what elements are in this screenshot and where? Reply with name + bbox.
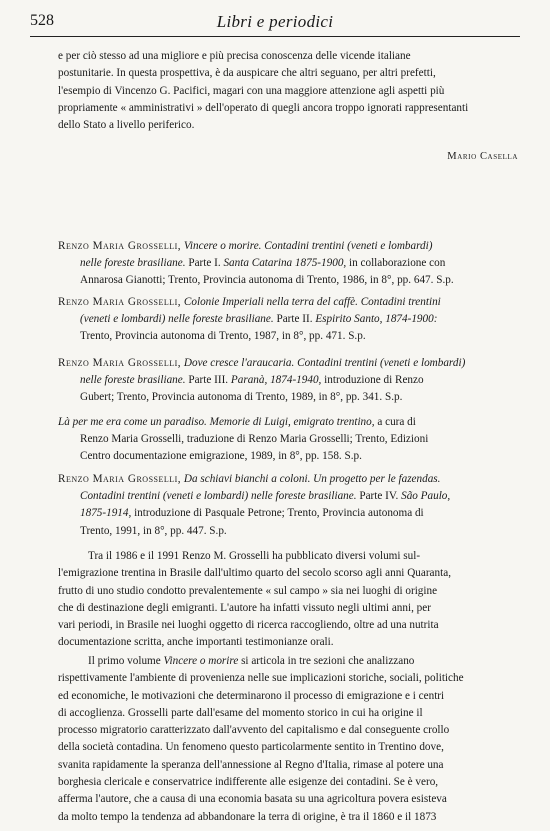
entry-detail: Gubert; Trento, Provincia autonoma di Trento, 1989, in 8°, pp. 341. S.p. <box>80 391 403 404</box>
text-line: Tra il 1986 e il 1991 Renzo M. Grosselli ha pubblicato diversi volumi sul- <box>88 550 421 562</box>
text-fragment: Il primo volume <box>88 655 161 667</box>
bibliography-entry <box>58 471 526 540</box>
entry-detail: Centro documentazione emigrazione, 1989, in 8°, pp. 158. S.p. <box>80 450 362 463</box>
entry-detail: São Paulo, <box>401 490 451 503</box>
entry-title: Là per me era come un paradiso. Memorie di Luigi, emigrato trentino, <box>58 416 375 428</box>
entry-detail: Parte III. <box>188 374 229 387</box>
text-line: rispettivamente l'ambiente di provenienza nelle sue implicazioni storiche, sociali, politiche <box>58 672 464 685</box>
entry-detail: introduzione di Pasquale Petrone; Trento, Provincia autonoma di <box>134 507 424 520</box>
text-fragment: si articola in tre sezioni che analizzano <box>241 655 415 667</box>
header-rule <box>30 36 520 37</box>
text-line: vari periodi, in Brasile nei luoghi oggetto di ricerca raccogliendo, oltre ad una nutrita <box>58 619 439 632</box>
entry-title: nelle foreste brasiliane. <box>80 374 186 387</box>
intro-paragraph <box>58 48 526 134</box>
entry-detail: Parte II. <box>276 313 313 326</box>
entry-author: Renzo Maria Grosselli, <box>58 240 182 252</box>
entry-detail: Annarosa Gianotti; Trento, Provincia autonoma di Trento, 1986, in 8°, pp. 647. S.p. <box>80 274 454 287</box>
running-title: Libri e periodici <box>216 12 334 31</box>
body-paragraph <box>58 548 526 652</box>
entry-author: Renzo Maria Grosselli, <box>58 473 182 485</box>
text-line: l'esempio di Vincenzo G. Pacifici, magari con una maggiore attenzione agli aspetti più <box>58 84 445 97</box>
text-line: borghesia clericale e conservatrice indifferente alle esigenze dei contadini. Se è vero, <box>58 776 439 789</box>
entry-detail: introduzione di Renzo <box>324 374 424 387</box>
body-paragraph <box>58 653 526 826</box>
text-line: processo migratorio caratterizzato dall'avvento del capitalismo e dal conseguente crollo <box>58 724 450 737</box>
entry-title: Colonie Imperiali nella terra del caffè. Contadini trentini <box>183 296 441 308</box>
text-line: afferma l'autore, che a causa di una economia basata su una agricoltura povera esisteva <box>58 793 447 806</box>
text-line: di accoglienza. Grosselli parte dall'esame del momento storico in cui ha origine il <box>58 706 423 719</box>
text-line <box>58 653 526 670</box>
text-line: da molto tempo la tendenza ad abbandonare la terra di origine, è tra il 1860 e il 1873 <box>58 810 437 823</box>
entry-detail: Renzo Maria Grosselli, traduzione di Renzo Maria Grosselli; Trento, Edizioni <box>80 433 429 446</box>
entry-title: Vincere o morire. Contadini trentini (veneti e lombardi) <box>183 240 433 252</box>
page-number: 528 <box>30 12 54 29</box>
entry-detail: a cura di <box>377 416 416 428</box>
text-line: postunitarie. In questa prospettiva, è da auspicare che altri seguano, per altri prefetti, <box>58 67 436 80</box>
text-line: l'emigrazione trentina in Brasile dall'ultimo quarto del secolo scorso agli anni Quaranta, <box>58 567 451 580</box>
entry-detail: Paranà, 1874-1940, <box>230 374 322 387</box>
text-line: documentazione scritta, anche importanti testimonianze orali. <box>58 636 334 649</box>
entry-title: Da schiavi bianchi a coloni. Un progetto per le fazendas. <box>183 473 441 485</box>
bibliography-entry <box>58 355 526 407</box>
entry-detail: Espirito Santo, 1874-1900: <box>315 313 438 326</box>
bibliography-entry <box>58 238 526 290</box>
entry-title: (veneti e lombardi) nelle foreste brasiliane. <box>80 313 274 326</box>
text-line: frutto di uno studio condotto prevalentemente « sul campo » sia nei luoghi di origine <box>58 584 438 597</box>
entry-detail: Parte I. <box>188 257 221 270</box>
entry-author: Renzo Maria Grosselli, <box>58 357 182 369</box>
entry-title: Contadini trentini (veneti e lombardi) nelle foreste brasiliane. <box>80 490 357 503</box>
text-line: svanita rapidamente la speranza dell'annessione al Regno d'Italia, rimase al potere una <box>58 758 444 771</box>
text-line: ed economiche, le motivazioni che determinarono il processo di emigrazione e i centri <box>58 689 445 702</box>
entry-detail: Trento, 1991, in 8°, pp. 447. S.p. <box>80 524 227 537</box>
entry-detail: Santa Catarina 1875-1900, <box>223 257 347 270</box>
book-title: Vincere o morire <box>163 655 239 667</box>
text-line: dello Stato a livello periferico. <box>58 119 195 132</box>
entry-detail: Parte IV. <box>359 490 399 503</box>
bibliography-entry <box>58 414 526 466</box>
text-line: della società contadina. Un fenomeno questo particolarmente sentito in Trentino dove, <box>58 741 444 754</box>
entry-author: Renzo Maria Grosselli, <box>58 296 182 308</box>
text-line: e per ciò stesso ad una migliore e più precisa conoscenza delle vicende italiane <box>58 50 411 62</box>
review-signature: Mario Casella <box>447 151 518 162</box>
entry-title: nelle foreste brasiliane. <box>80 257 186 270</box>
entry-detail: in collaborazione con <box>349 257 446 270</box>
text-line: che di destinazione degli emigranti. L'autore ha infatti vissuto negli ultimi anni, per <box>58 601 431 614</box>
bibliography-entry <box>58 294 526 346</box>
page-header <box>30 12 520 38</box>
entry-detail: Trento, Provincia autonoma di Trento, 1987, in 8°, pp. 471. S.p. <box>80 330 366 343</box>
entry-detail: 1875-1914, <box>80 507 132 520</box>
entry-title: Dove cresce l'araucaria. Contadini trentini (veneti e lombardi) <box>183 357 466 369</box>
text-line: propriamente « amministrativi » dell'operato di quegli ancora troppo ignorati rappresentanti <box>58 101 469 114</box>
